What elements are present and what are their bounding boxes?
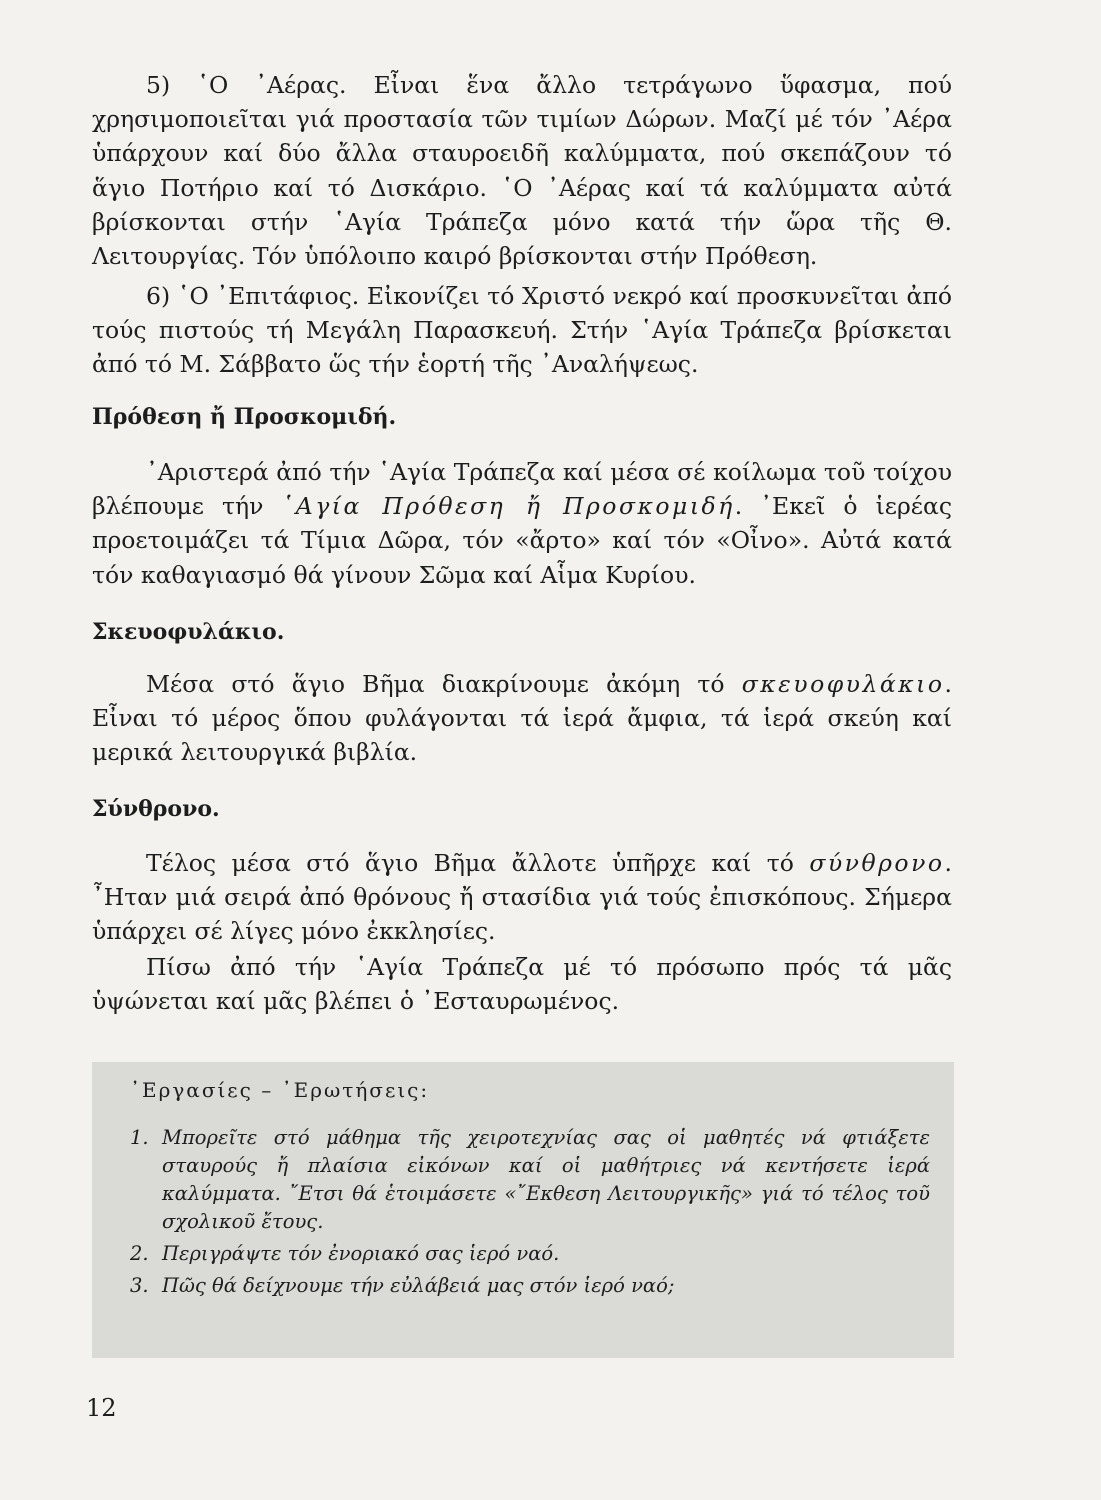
exercises-list — [130, 1124, 930, 1304]
exercise-text: Περιγράψτε τόν ἐνοριακό σας ἱερό ναό. — [162, 1242, 560, 1265]
heading-prothesi: Πρόθεση ἤ Προσκομιδή. — [92, 404, 397, 430]
page-number: 12 — [86, 1394, 117, 1422]
paragraph-aeras: 5) ῾Ο ᾿Αέρας. Εἶναι ἕνα ἄλλο τετράγωνο ὕφασμα, πού χρησιμοποιεῖται γιά προστασία τῶν τιμίων Δώρων. Μαζί μέ τόν ᾿Αέρα ὑπάρχουν καί δύο ἄλλα σταυροειδῆ καλύμματα, πού σκεπάζουν τό ἅγιο Ποτήριο καί τό Δισκάριο. ῾Ο ᾿Αέρας καί τά καλύμματα αὐτά βρίσκονται στήν ῾Αγία Τράπεζα μόνο κατά τήν ὥρα τῆς Θ. Λειτουργίας. Τόν ὑπόλοιπο καιρό βρίσκονται στήν Πρόθεση. — [92, 71, 952, 271]
paragraph-skeuofylakio — [92, 667, 952, 770]
exercise-item — [130, 1272, 930, 1300]
paragraph-epitafios: 6) ῾Ο ᾿Επιτάφιος. Εἰκονίζει τό Χριστό νεκρό καί προσκυνεῖται ἀπό τούς πιστούς τή Μεγάλη Παρασκευή. Στήν ῾Αγία Τράπεζα βρίσκεται ἀπό τό Μ. Σάββατο ὥς τήν ἑορτή τῆς ᾿Αναλήψεως. — [92, 282, 952, 379]
skeuofylakio-text-after: . Εἶναι τό μέρος ὅπου φυλάγονται τά ἱερά ἄμφια, τά ἱερά σκεύη καί μερικά λειτουργικά βιβλία. — [92, 670, 952, 767]
skeuofylakio-emphasis: σκευοφυλάκιο — [741, 670, 945, 698]
synthrono-text-before: Τέλος μέσα στό ἅγιο Βῆμα ἄλλοτε ὑπῆρχε καί τό — [146, 849, 810, 877]
paragraph-estavromenos: Πίσω ἀπό τήν ῾Αγία Τράπεζα μέ τό πρόσωπο πρός τά μᾶς ὑψώνεται καί μᾶς βλέπει ὁ ᾿Εσταυρωμένος. — [92, 953, 952, 1016]
paragraph-synthrono — [92, 846, 952, 949]
heading-synthrono: Σύνθρονο. — [92, 796, 220, 822]
exercises-box — [92, 1062, 954, 1358]
synthrono-text-after: . ῏Ηταν μιά σειρά ἀπό θρόνους ἤ στασίδια γιά τούς ἐπισκόπους. Σήμερα ὑπάρχει σέ λίγες μόνο ἐκκλησίες. — [92, 849, 952, 946]
exercises-title: ᾿Εργασίες – ᾿Ερωτήσεις: — [130, 1078, 430, 1102]
exercise-number: 3. — [130, 1274, 149, 1297]
exercise-item — [130, 1240, 930, 1268]
paragraph-prothesi — [92, 455, 952, 592]
exercise-number: 2. — [130, 1242, 149, 1265]
prothesi-emphasis: ῾Αγία Πρόθεση ἤ Προσκομιδή — [281, 492, 735, 521]
heading-skeuofylakio: Σκευοφυλάκιο. — [92, 619, 285, 645]
exercise-item — [130, 1124, 930, 1236]
synthrono-emphasis: σύνθρονο — [809, 849, 945, 877]
prothesi-text-before: ᾿Αριστερά ἀπό τήν ῾Αγία Τράπεζα καί μέσα σέ κοίλωμα τοῦ τοίχου βλέπουμε τήν — [92, 458, 952, 521]
exercise-number: 1. — [130, 1126, 149, 1149]
prothesi-text-after: . ᾿Εκεῖ ὁ ἱερέας προετοιμάζει τά Τίμια Δῶρα, τόν «ἄρτο» καί τόν «Οἶνο». Αὐτά κατά τόν καθαγιασμό θά γίνουν Σῶμα καί Αἷμα Κυρίου. — [92, 492, 952, 589]
exercise-text: Μπορεῖτε στό μάθημα τῆς χειροτεχνίας σας οἱ μαθητές νά φτιάξετε σταυρούς ἤ πλαίσια εἰκόνων καί οἱ μαθήτριες νά κεντήσετε ἱερά καλύμματα. ῎Ετσι θά ἑτοιμάσετε «῎Εκθεση Λειτουργικῆς» γιά τό τέλος τοῦ σχολικοῦ ἔτους. — [162, 1126, 930, 1233]
skeuofylakio-text-before: Μέσα στό ἅγιο Βῆμα διακρίνουμε ἀκόμη τό — [146, 670, 742, 698]
exercise-text: Πῶς θά δείχνουμε τήν εὐλάβειά μας στόν ἱερό ναό; — [162, 1274, 675, 1297]
